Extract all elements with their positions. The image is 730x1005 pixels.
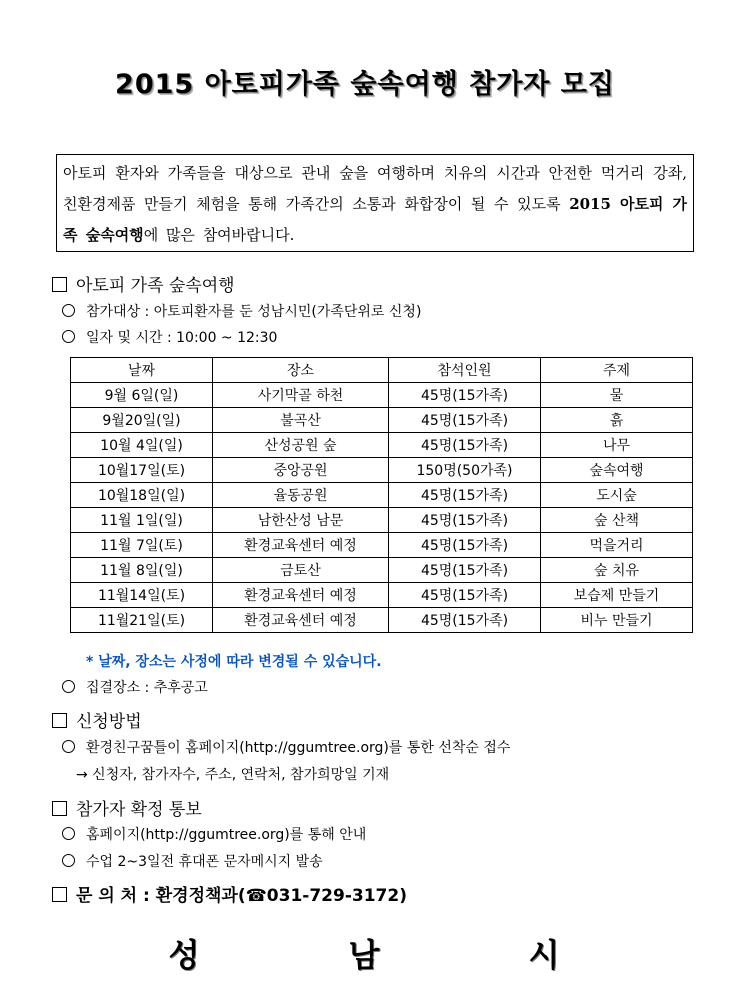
item-time: 일자 및 시간 : 10:00 ~ 12:30 (62, 327, 277, 347)
table-row: 11월 1일(일) 남한산성 남문 45명(15가족) 숲 산책 (71, 508, 693, 533)
table-row: 11월 7일(토) 환경교육센터 예정 45명(15가족) 먹을거리 (71, 533, 693, 558)
item-target: 참가대상 : 아토피환자를 둔 성남시민(가족단위로 신청) (62, 301, 421, 321)
table-header-row (71, 358, 693, 383)
circle-bullet-icon (62, 304, 75, 317)
checkbox-icon (52, 713, 67, 728)
header-date: 날짜 (71, 358, 213, 383)
header-attendees: 참석인원 (389, 358, 541, 383)
circle-bullet-icon (62, 680, 75, 693)
table-row: 9월20일(일) 불곡산 45명(15가족) 흙 (71, 408, 693, 433)
item-apply: 환경친구꿈틀이 홈페이지(http://ggumtree.org)를 통한 선착순 접수 (62, 737, 510, 757)
table-row: 11월 8일(일) 금토산 45명(15가족) 숲 치유 (71, 558, 693, 583)
checkbox-icon (52, 887, 67, 902)
header-place: 장소 (213, 358, 389, 383)
table-row: 11월14일(토) 환경교육센터 예정 45명(15가족) 보습제 만들기 (71, 583, 693, 608)
circle-bullet-icon (62, 740, 75, 753)
table-row: 10월 4일(일) 산성공원 숲 45명(15가족) 나무 (71, 433, 693, 458)
schedule-table (70, 357, 693, 633)
circle-bullet-icon (62, 827, 75, 840)
issuer-name: 성 남 시 (168, 936, 562, 974)
circle-bullet-icon (62, 854, 75, 867)
item-confirm-web: 홈페이지(http://ggumtree.org)를 통해 안내 (62, 824, 366, 844)
change-notice: * 날짜, 장소는 사정에 따라 변경될 수 있습니다. (86, 654, 382, 670)
intro-bold-text: 2015 아토피 가족 숲속여행 (63, 195, 687, 244)
table-row: 11월21일(토) 환경교육센터 예정 45명(15가족) 비누 만들기 (71, 608, 693, 633)
intro-text-end: 에 많은 참여바랍니다. (143, 226, 295, 244)
circle-bullet-icon (62, 330, 75, 343)
intro-text: 아토피 환자와 가족들을 대상으로 관내 숲을 여행하며 치유의 시간과 안전한 먹거리 강좌, 친환경제품 만들기 체험을 통해 가족간의 소통과 화합장이 될 수 있도록 (63, 164, 687, 213)
table-row: 10월18일(일) 율동공원 45명(15가족) 도시숲 (71, 483, 693, 508)
section-heading-confirm: 참가자 확정 통보 (52, 795, 202, 820)
item-meeting: 집결장소 : 추후공고 (62, 677, 208, 697)
table-row: 9월 6일(일) 사기막골 하천 45명(15가족) 물 (71, 383, 693, 408)
section-heading-contact: 문 의 처 : 환경정책과(☎031-729-3172) (52, 881, 407, 906)
section-heading-apply: 신청방법 (52, 707, 142, 732)
header-theme: 주제 (541, 358, 693, 383)
page-title: 2015 아토피가족 숲속여행 참가자 모집 (115, 69, 615, 100)
apply-details: → 신청자, 참가자수, 주소, 연락처, 참가희망일 기재 (76, 767, 390, 783)
intro-box (56, 154, 694, 252)
checkbox-icon (52, 277, 67, 292)
item-confirm-sms: 수업 2~3일전 휴대폰 문자메시지 발송 (62, 851, 323, 871)
checkbox-icon (52, 801, 67, 816)
section-heading-trip: 아토피 가족 숲속여행 (52, 271, 235, 296)
table-row: 10월17일(토) 중앙공원 150명(50가족) 숲속여행 (71, 458, 693, 483)
